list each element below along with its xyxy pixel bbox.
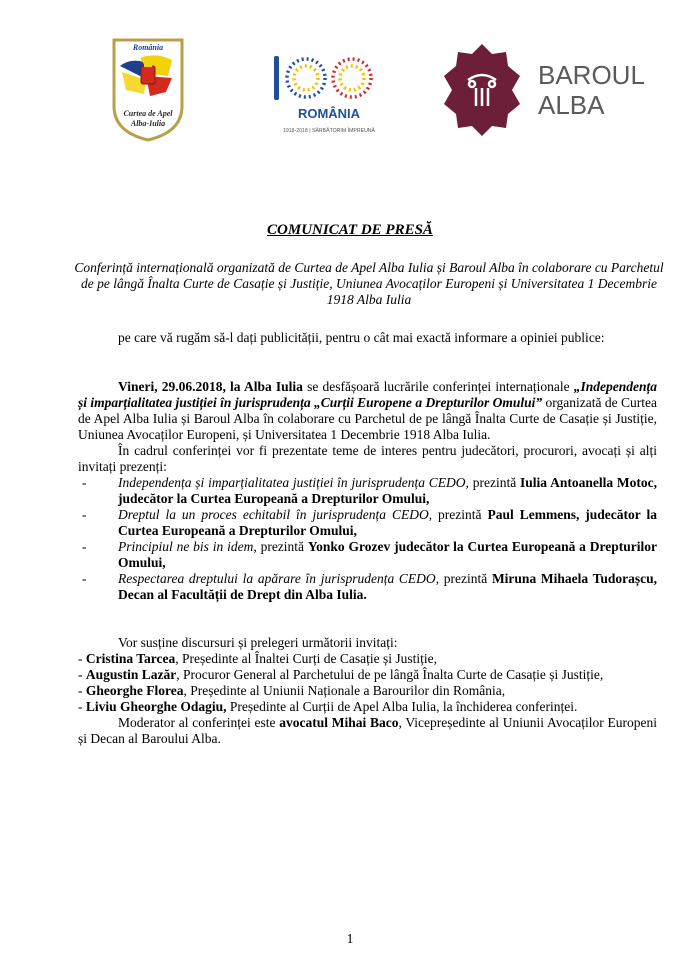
barou-line1: BAROUL [538, 60, 645, 90]
speaker-name: Gheorghe Florea [85, 683, 184, 698]
announcement-text-1: se desfășoară lucrările conferinței internaționale [302, 379, 574, 394]
court-logo-line1: Curtea de Apel [123, 109, 173, 118]
list-item [78, 571, 657, 603]
paragraph-announcement [78, 379, 657, 443]
ro100-word: ROMÂNIA [297, 106, 361, 121]
list-dash: - [82, 507, 87, 522]
topic-presents: , prezintă [428, 507, 488, 522]
topic-theme: Principiul ne bis in idem [118, 539, 254, 554]
moderator-paragraph [78, 715, 657, 747]
speaker-line [78, 651, 657, 667]
conference-subtitle: Conferință internațională organizată de Curtea de Apel Alba Iulia și Baroul Alba în colaborare cu Parchetul de pe lângă Înalta Curte de Casație și Justiție, Uniunea Avocaților Europeni și Universitatea 1 Decembrie 1918 Alba Iulia [74, 260, 664, 307]
list-dash: - [82, 571, 87, 586]
baroul-alba-logo [442, 40, 662, 140]
intro-line: pe care vă rugăm să-l dați publicității, pentru o cât mai exactă informare a opiniei publice: [118, 330, 605, 345]
page-number: 1 [346, 932, 354, 947]
speaker-dash: - [78, 683, 86, 698]
topic-theme: Respectarea dreptului la apărare în jurisprudența CEDO [118, 571, 436, 586]
speaker-role: , Procuror General al Parchetului de pe lângă Înalta Curte de Casație și Justiție, [176, 667, 604, 682]
speaker-name: Augustin Lazăr [85, 667, 177, 682]
announcement-text-2: organizată de Curtea de Apel Alba Iulia și Baroul Alba în colaborare cu Parchetul de pe lângă Înalta Curte de Casație și Justiție, Uniunea Avocaților Europeni, și Universitatea 1 Decembrie 1918 Alba Iulia. [78, 395, 657, 442]
list-dash: - [82, 475, 87, 490]
date-place: Vineri, 29.06.2018, la Alba Iulia [118, 379, 303, 394]
speaker-line [78, 667, 657, 683]
list-item [78, 507, 657, 539]
topic-presents: , prezintă [253, 539, 308, 554]
topic-speaker: Miruna Mihaela Tudorașcu, Decan al Facultății de Drept din Alba Iulia. [118, 571, 657, 602]
speaker-role: Președinte al Curții de Apel Alba Iulia, la închiderea conferinței. [226, 699, 578, 714]
speeches-intro: Vor susține discursuri și prelegeri următorii invitați: [118, 635, 398, 650]
speaker-dash: - [78, 667, 86, 682]
topics-list [78, 475, 657, 603]
moderator-text-2: , Vicepreședinte al Uniunii Avocaților Europeni și Decan al Baroului Alba. [78, 715, 657, 746]
topic-presents: , prezintă [435, 571, 492, 586]
paragraph-topics-intro: În cadrul conferinței vor fi prezentate teme de interes pentru judecători, procurori, avocați și alți invitați prezenți: [78, 443, 657, 474]
speaker-line [78, 699, 657, 715]
list-item [78, 475, 657, 507]
romania-100-logo [268, 46, 390, 140]
spacer [78, 619, 657, 635]
topic-presents: , prezintă [465, 475, 520, 490]
topic-speaker: Iulia Antoanella Motoc, judecător la Curtea Europeană a Drepturilor Omului, [118, 475, 657, 506]
press-release-title: COMUNICAT DE PRESĂ [267, 222, 433, 238]
list-dash: - [82, 539, 87, 554]
barou-line2: ALBA [538, 90, 605, 120]
speaker-dash: - [78, 699, 86, 714]
moderator-name: avocatul Mihai Baco [279, 715, 399, 730]
speaker-dash: - [78, 651, 86, 666]
topic-speaker: Yonko Grozev judecător la Curtea Europeană a Drepturilor Omului, [118, 539, 658, 570]
speaker-name: Cristina Tarcea [85, 651, 176, 666]
speaker-line [78, 683, 657, 699]
topic-speaker: Paul Lemmens, judecător la Curtea Europeană a Drepturilor Omului, [118, 507, 657, 538]
court-of-appeal-logo [110, 36, 186, 144]
conference-title: „Independența și imparțialitatea justiției în jurisprudența „Curții Europene a Drepturilor Omului” [78, 379, 657, 410]
body-text [78, 379, 657, 747]
court-logo-line2: Alba-Iulia [130, 119, 166, 128]
moderator-text-1: Moderator al conferinței este [118, 715, 280, 730]
speaker-name: Liviu Gheorghe Odagiu, [85, 699, 227, 714]
court-logo-top-text: România [132, 43, 164, 52]
ro100-caption: 1918-2018 | SĂRBĂTORIM ÎMPREUNĂ [282, 128, 376, 134]
speaker-role: , Președinte al Uniunii Naționale a Barourilor din România, [183, 683, 506, 698]
spacer [78, 603, 657, 619]
list-item [78, 539, 657, 571]
topic-theme: Independența și imparțialitatea justiției în jurisprudența CEDO [118, 475, 466, 490]
speaker-role: , Președinte al Înaltei Curți de Casație și Justiție, [175, 651, 437, 666]
topic-theme: Dreptul la un proces echitabil în jurisprudența CEDO [118, 507, 429, 522]
